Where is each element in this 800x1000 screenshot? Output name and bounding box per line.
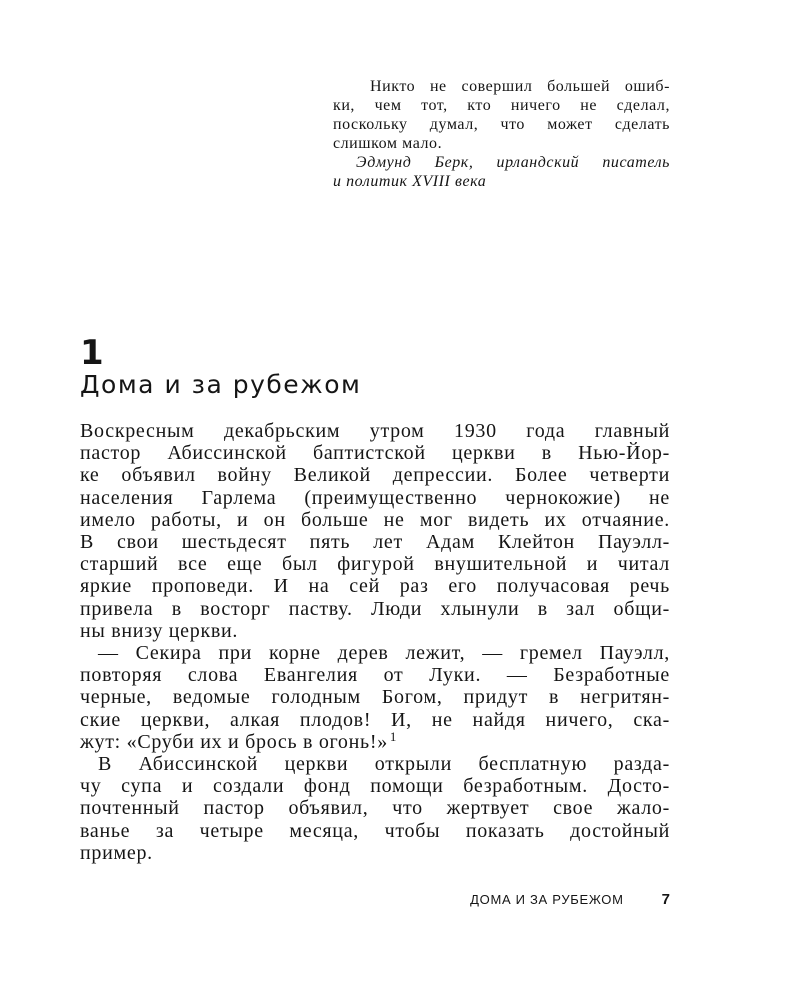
chapter-number: 1 [80, 333, 104, 373]
body-line-with-footnote [80, 728, 670, 753]
body-line: старший все еще был фигурой внушительной и читал [80, 553, 670, 576]
chapter-body [80, 420, 670, 864]
body-line: имело работы, и он больше не мог видеть их отчаяние. [80, 508, 670, 531]
footnote-reference: 1 [389, 728, 397, 744]
epigraph-line: ки, чем тот, кто ничего не сделал, [333, 97, 670, 114]
body-line: ские церкви, алкая плодов! И, не найдя ничего, ска- [80, 708, 670, 731]
body-line: повторяя слова Евангелия от Луки. — Безработные [80, 664, 670, 687]
running-title: ДОМА И ЗА РУБЕЖОМ [470, 892, 624, 907]
epigraph-line: слишком мало. [333, 135, 443, 152]
body-line: ке объявил войну Великой депрессии. Более четверти [80, 464, 670, 487]
paragraph [80, 753, 670, 864]
epigraph-line: поскольку думал, что может сделать [333, 116, 670, 133]
body-line: привела в восторг паству. Люди хлынули в зал общи- [80, 597, 670, 620]
body-line: черные, ведомые голодным Богом, придут в негритян- [80, 686, 670, 709]
body-line: ванье за четыре месяца, чтобы показать достойный [80, 819, 670, 842]
body-line: ны внизу церкви. [80, 619, 239, 642]
body-line: Воскресным декабрьским утром 1930 года главный [80, 420, 670, 442]
body-line: почтенный пастор объявил, что жертвует свое жало- [80, 797, 670, 820]
attribution-line: Эдмунд Берк, ирландский писатель [356, 154, 670, 171]
attribution-line: и политик XVIII века [333, 173, 487, 190]
paragraph [80, 642, 670, 753]
body-line: — Секира при корне дерев лежит, — гремел Пауэлл, [98, 642, 670, 665]
body-line: населения Гарлема (преимущественно чернокожие) не [80, 486, 670, 509]
body-line: пастор Абиссинской баптистской церкви в Нью-Йор- [80, 442, 670, 465]
body-line: пример. [80, 841, 153, 864]
running-footer [470, 892, 670, 908]
body-line: В свои шестьдесят пять лет Адам Клейтон Пауэлл- [80, 531, 670, 554]
body-line: яркие проповеди. И на сей раз его получасовая речь [80, 575, 670, 598]
page-number: 7 [661, 891, 670, 908]
chapter-title: Дома и за рубежом [80, 370, 362, 399]
paragraph [80, 420, 670, 642]
epigraph-attribution [333, 153, 670, 191]
body-line: чу супа и создали фонд помощи безработным. Досто- [80, 775, 670, 798]
body-line: жут: «Сруби их и брось в огонь!» [80, 730, 388, 753]
epigraph [333, 77, 670, 191]
body-line: В Абиссинской церкви открыли бесплатную разда- [98, 753, 670, 776]
epigraph-line: Никто не совершил большей ошиб- [370, 78, 670, 95]
